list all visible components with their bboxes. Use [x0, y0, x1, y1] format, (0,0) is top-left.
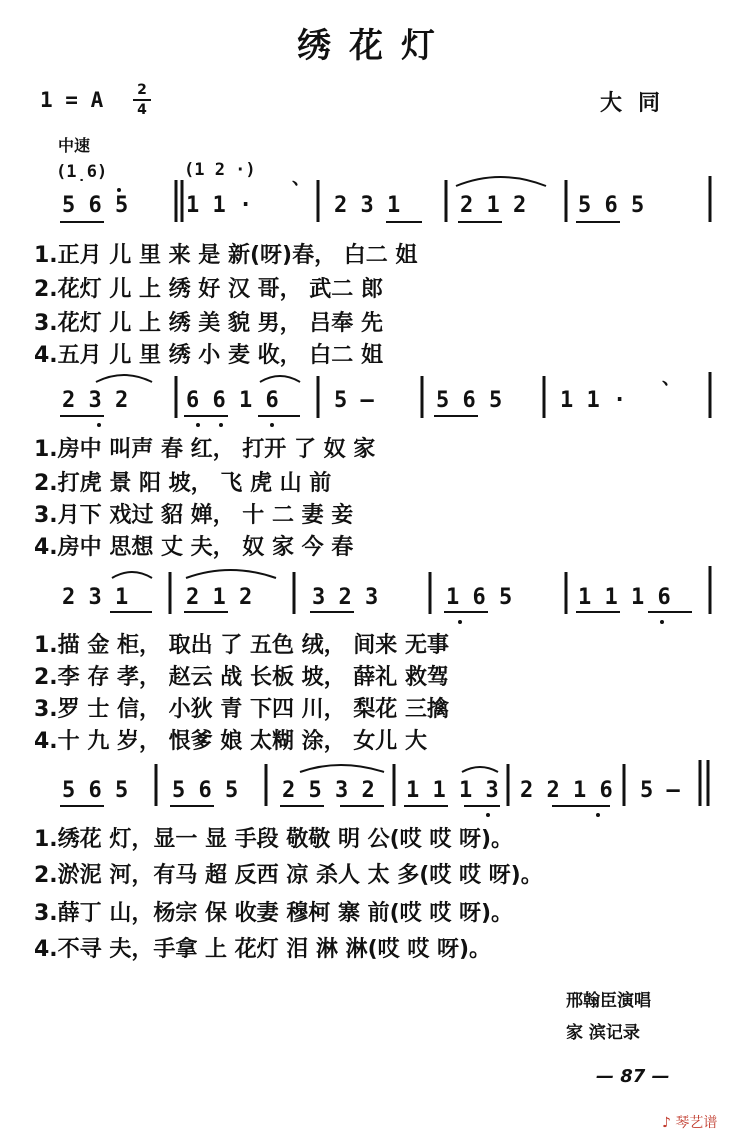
- measure: 2 3 2: [62, 388, 129, 413]
- measure: 5 6 5: [62, 778, 129, 803]
- lyric-line: 1.正月 儿 里 来 是 新(呀)春， 白二 姐: [34, 243, 418, 268]
- lyric-line: 4.房中 思想 丈 夫， 奴 家 今 春: [34, 535, 354, 560]
- ornament-note: (1 2 ·): [184, 160, 256, 180]
- lyric-line: 4.十 九 岁， 恨爹 娘 太糊 涂， 女儿 大: [34, 729, 427, 754]
- lyric-line: 2.打虎 景 阳 坡， 飞 虎 山 前: [34, 471, 332, 496]
- time-signature-top: 2: [137, 82, 147, 98]
- measure: 5 —: [640, 778, 680, 803]
- lyric-line: 3.薛丁 山，杨宗 保 收妻 穆柯 寨 前(哎 哎 呀)。: [34, 901, 514, 926]
- lyric-line: 2.淤泥 河，有马 超 反西 凉 杀人 太 多(哎 哎 呀)。: [34, 863, 543, 888]
- lyric-line: 3.花灯 儿 上 绣 美 貌 男， 吕奉 先: [34, 311, 383, 336]
- measure: 5 —: [334, 388, 374, 413]
- breath-mark: 、: [292, 168, 310, 189]
- lyric-line: 1.绣花 灯，显一 显 手段 敬敬 明 公(哎 哎 呀)。: [34, 827, 514, 852]
- tempo-marking: 中速: [58, 136, 91, 155]
- measure: 2 3 1: [334, 193, 401, 218]
- logo-icon: ♪: [662, 1115, 671, 1131]
- page-number: — 87 —: [596, 1066, 670, 1087]
- key-signature: 1 = A: [40, 88, 104, 112]
- measure: 5 6 5: [62, 193, 129, 218]
- singer-credit: 邢翰臣演唱: [566, 991, 651, 1011]
- lyric-line: 3.罗 士 信， 小狄 青 下四 川， 梨花 三擒: [34, 697, 449, 722]
- lyric-line: 4.不寻 夫，手拿 上 花灯 泪 淋 淋(哎 哎 呀)。: [34, 937, 492, 962]
- measure: 1 1 1 3: [406, 778, 499, 803]
- measure: 1 6 5: [446, 585, 513, 610]
- breath-mark: 、: [662, 368, 680, 389]
- grace-note: (1̣6): [56, 162, 108, 182]
- lyric-line: 4.五月 儿 里 绣 小 麦 收， 白二 姐: [34, 343, 383, 368]
- measure: 2 5 3 2: [282, 778, 375, 803]
- measure: 1 1 ·: [560, 388, 627, 413]
- measure: 5 6 5: [172, 778, 239, 803]
- song-title: 绣花灯: [297, 26, 453, 66]
- lyric-line: 1.描 金 柜， 取出 了 五色 绒， 间来 无事: [34, 633, 449, 658]
- lyric-line: 3.月下 戏过 貂 婵， 十 二 妻 妾: [34, 503, 354, 528]
- measure: 2 1 2: [186, 585, 253, 610]
- measure: 3 2 3: [312, 585, 379, 610]
- measure: 5 6 5: [578, 193, 645, 218]
- lyric-line: 1.房中 叫声 春 红， 打开 了 奴 家: [34, 437, 376, 462]
- region-label: 大同: [600, 91, 677, 116]
- lyric-line: 2.花灯 儿 上 绣 好 汉 哥， 武二 郎: [34, 277, 383, 302]
- measure: 5 6 5: [436, 388, 503, 413]
- measure: 1 1 1 6: [578, 585, 671, 610]
- measure: 6 6 1 6: [186, 388, 279, 413]
- measure: 2 2 1 6: [520, 778, 613, 803]
- measure: 2 3 1: [62, 585, 129, 610]
- measure: 1 1 ·: [186, 193, 253, 218]
- lyric-line: 2.李 存 孝， 赵云 战 长板 坡， 薛礼 救驾: [34, 665, 449, 690]
- watermark-logo: [662, 1112, 717, 1132]
- watermark-text: 琴艺谱: [675, 1115, 718, 1131]
- time-signature-bottom: 4: [137, 102, 147, 118]
- recorder-credit: 家 滨记录: [566, 1023, 640, 1043]
- measure: 2 1 2: [460, 193, 527, 218]
